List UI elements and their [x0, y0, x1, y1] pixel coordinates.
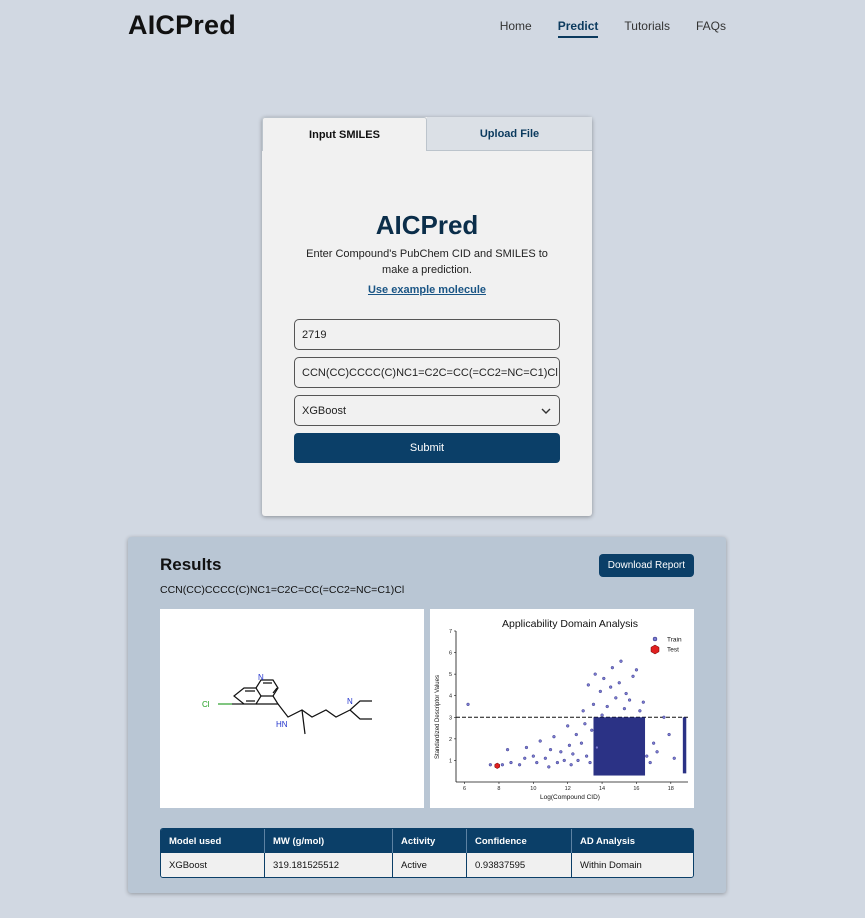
train-point	[563, 759, 566, 762]
train-point	[571, 753, 574, 756]
train-point	[673, 757, 676, 760]
train-point	[467, 703, 470, 706]
train-point	[663, 716, 666, 719]
x-tick-label: 14	[599, 786, 606, 792]
use-example-link[interactable]: Use example molecule	[367, 284, 486, 296]
nav-home[interactable]: Home	[499, 19, 532, 33]
train-point	[590, 729, 593, 732]
header-mw: MW (g/mol)	[265, 829, 393, 853]
train-point	[602, 677, 605, 680]
cell-mw: 319.181525512	[265, 853, 393, 877]
train-point	[645, 755, 648, 758]
molecule-structure-svg	[160, 609, 424, 808]
train-point	[547, 766, 550, 769]
train-point	[585, 755, 588, 758]
cell-confidence: 0.93837595	[467, 853, 572, 877]
cid-input[interactable]: 2719	[294, 319, 560, 350]
form-title: AICPred	[375, 210, 479, 240]
x-tick-label: 6	[463, 786, 467, 792]
train-point	[582, 709, 585, 712]
train-point	[611, 666, 614, 669]
smiles-input[interactable]: CCN(CC)CCCC(C)NC1=C2C=CC(=CC2=NC=C1)Cl	[294, 357, 560, 388]
chart-title: Applicability Domain Analysis	[502, 618, 638, 630]
train-point	[618, 681, 621, 684]
legend-train-label: Train	[667, 636, 682, 644]
x-tick-label: 8	[497, 786, 501, 792]
results-panel	[128, 537, 726, 893]
train-point	[583, 722, 586, 725]
ad-analysis-chart	[430, 609, 694, 808]
train-dense-band	[683, 717, 686, 773]
train-point	[623, 707, 626, 710]
atom-n-amine: N	[347, 697, 353, 706]
atom-n-ring: N	[258, 673, 264, 682]
train-point	[549, 748, 552, 751]
y-tick-label: 7	[448, 629, 452, 635]
train-point	[580, 742, 583, 745]
train-point	[510, 761, 513, 764]
header-model-used: Model used	[161, 829, 265, 853]
chevron-down-icon	[540, 405, 552, 417]
legend-test-label: Test	[667, 646, 679, 654]
x-tick-label: 10	[530, 786, 537, 792]
input-tabs	[262, 117, 592, 151]
model-select-value: XGBoost	[302, 404, 347, 417]
train-point	[570, 763, 573, 766]
y-tick-label: 2	[448, 736, 452, 743]
train-point	[649, 761, 652, 764]
train-point	[635, 668, 638, 671]
train-point	[532, 755, 535, 758]
cell-ad-analysis: Within Domain	[580, 859, 642, 871]
train-point	[620, 660, 623, 663]
train-point	[518, 763, 521, 766]
train-point	[592, 703, 595, 706]
train-point	[568, 744, 571, 747]
train-point	[625, 692, 628, 695]
header-activity: Activity	[393, 829, 467, 853]
train-point	[559, 750, 562, 753]
y-tick-label: 6	[448, 650, 452, 657]
train-point	[575, 733, 578, 736]
y-tick-label: 3	[448, 715, 452, 722]
prediction-form-card	[262, 117, 592, 516]
train-point	[577, 759, 580, 762]
header-confidence: Confidence	[467, 829, 572, 853]
results-table	[160, 828, 694, 878]
x-tick-label: 18	[667, 786, 674, 792]
train-point	[599, 690, 602, 693]
chart-ylabel: Standardized Descriptor Values	[435, 675, 441, 759]
atom-cl: Cl	[202, 700, 210, 709]
train-point	[544, 757, 547, 760]
download-report-button[interactable]: Download Report	[599, 554, 694, 577]
tab-upload-file[interactable]: Upload File	[427, 117, 592, 151]
results-smiles: CCN(CC)CCCC(C)NC1=C2C=CC(=CC2=NC=C1)Cl	[160, 584, 405, 596]
results-title: Results	[160, 555, 222, 574]
nav-faqs[interactable]: FAQs	[695, 19, 726, 33]
train-point	[506, 748, 509, 751]
train-point	[489, 763, 492, 766]
train-point	[668, 733, 671, 736]
train-point	[601, 714, 604, 717]
train-point	[628, 699, 631, 702]
train-point	[589, 761, 592, 764]
atom-nh: HN	[276, 720, 288, 729]
header-ad-analysis: AD Analysis	[580, 835, 636, 847]
legend-train-marker	[653, 637, 657, 641]
train-point	[587, 684, 590, 687]
train-point	[566, 725, 569, 728]
y-tick-label: 4	[448, 693, 452, 700]
nav-tutorials[interactable]: Tutorials	[624, 19, 670, 33]
y-tick-label: 5	[448, 672, 452, 679]
results-table-header	[161, 829, 693, 853]
train-point	[642, 701, 645, 704]
x-tick-label: 12	[564, 786, 571, 792]
train-point	[596, 746, 599, 749]
train-point	[523, 757, 526, 760]
nav-predict[interactable]: Predict	[558, 19, 599, 38]
cell-activity: Active	[393, 853, 467, 877]
submit-button[interactable]: Submit	[294, 433, 560, 463]
table-row	[161, 853, 693, 877]
train-point	[632, 675, 635, 678]
train-point	[609, 686, 612, 689]
test-point	[495, 763, 500, 769]
train-point	[594, 673, 597, 676]
train-point	[652, 742, 655, 745]
top-nav	[500, 19, 726, 38]
train-point	[638, 709, 641, 712]
cell-model-used: XGBoost	[161, 853, 265, 877]
train-point	[556, 761, 559, 764]
train-point	[656, 750, 659, 753]
train-point	[501, 763, 504, 766]
train-point	[614, 696, 617, 699]
train-point	[539, 740, 542, 743]
y-tick-label: 1	[448, 758, 452, 765]
brand-logo[interactable]: AICPred	[128, 10, 236, 40]
molecule-structure-image	[160, 609, 424, 808]
legend-test-marker	[651, 645, 659, 654]
train-point	[535, 761, 538, 764]
x-tick-label: 16	[633, 786, 640, 792]
train-point	[553, 735, 556, 738]
model-select[interactable]	[294, 395, 560, 426]
chart-legend	[651, 637, 682, 655]
tab-input-smiles[interactable]: Input SMILES	[262, 117, 427, 151]
train-point	[525, 746, 528, 749]
chart-xlabel: Log(Compound CID)	[540, 794, 600, 801]
train-dense-band	[593, 717, 645, 775]
ad-chart-svg	[430, 609, 694, 808]
form-description: Enter Compound's PubChem CID and SMILES to make a prediction.	[306, 248, 548, 276]
train-point	[606, 705, 609, 708]
